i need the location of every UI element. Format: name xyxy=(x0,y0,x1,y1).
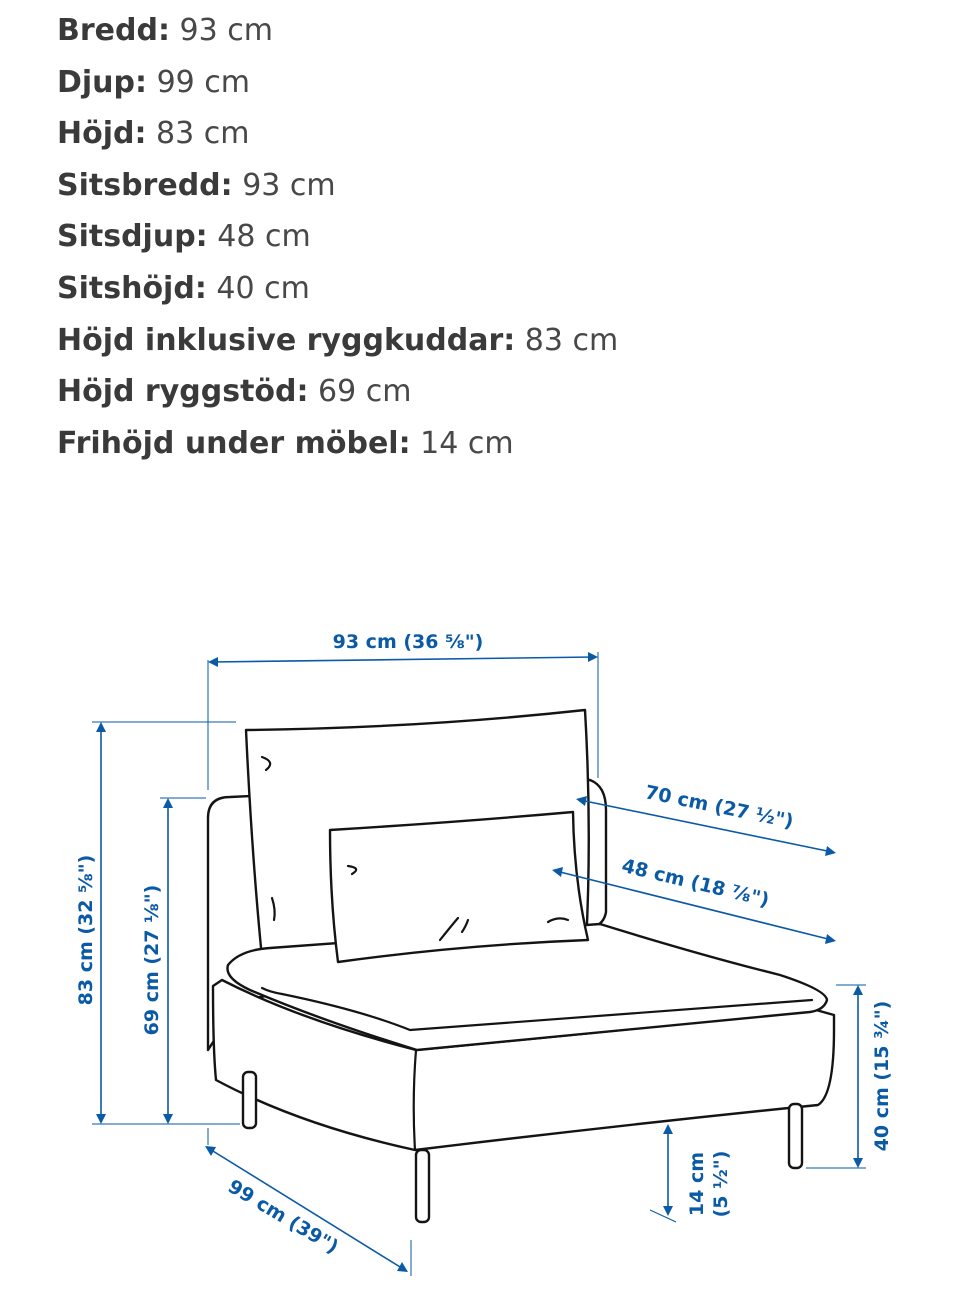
seat-depth-label: 48 cm (18 ⅞") xyxy=(619,854,772,912)
spec-floor-clearance: Frihöjd under möbel: 14 cm xyxy=(57,425,514,461)
clearance-label: 14 cm xyxy=(686,1151,708,1217)
seat-height-label: 40 cm (15 ¾") xyxy=(871,1000,893,1152)
clearance-label-inches: (5 ½") xyxy=(710,1150,732,1218)
spec-list xyxy=(57,8,618,472)
spec-width: Bredd: 93 cm xyxy=(57,13,273,48)
width-label: 93 cm (36 ⅝") xyxy=(332,631,484,653)
backrest-label: 69 cm (27 ⅛") xyxy=(141,884,163,1036)
total-depth-label: 99 cm (39") xyxy=(224,1175,343,1259)
depth-label: 70 cm (27 ½") xyxy=(643,781,796,833)
dimension-diagram xyxy=(0,600,960,1300)
spec-height: Höjd: 83 cm xyxy=(57,116,250,152)
spec-height-incl-cushions: Höjd inklusive ryggkuddar: 83 cm xyxy=(57,322,619,358)
spec-seat-width: Sitsbredd: 93 cm xyxy=(57,167,336,203)
sofa-module-drawing xyxy=(208,710,834,1222)
spec-seat-depth: Sitsdjup: 48 cm xyxy=(57,219,311,255)
lumbar-cushion xyxy=(330,812,588,962)
height-label: 83 cm (32 ⅝") xyxy=(75,854,97,1006)
spec-seat-height: Sitshöjd: 40 cm xyxy=(57,270,310,306)
spec-depth: Djup: 99 cm xyxy=(57,64,250,100)
spec-backrest-height: Höjd ryggstöd: 69 cm xyxy=(57,374,412,410)
